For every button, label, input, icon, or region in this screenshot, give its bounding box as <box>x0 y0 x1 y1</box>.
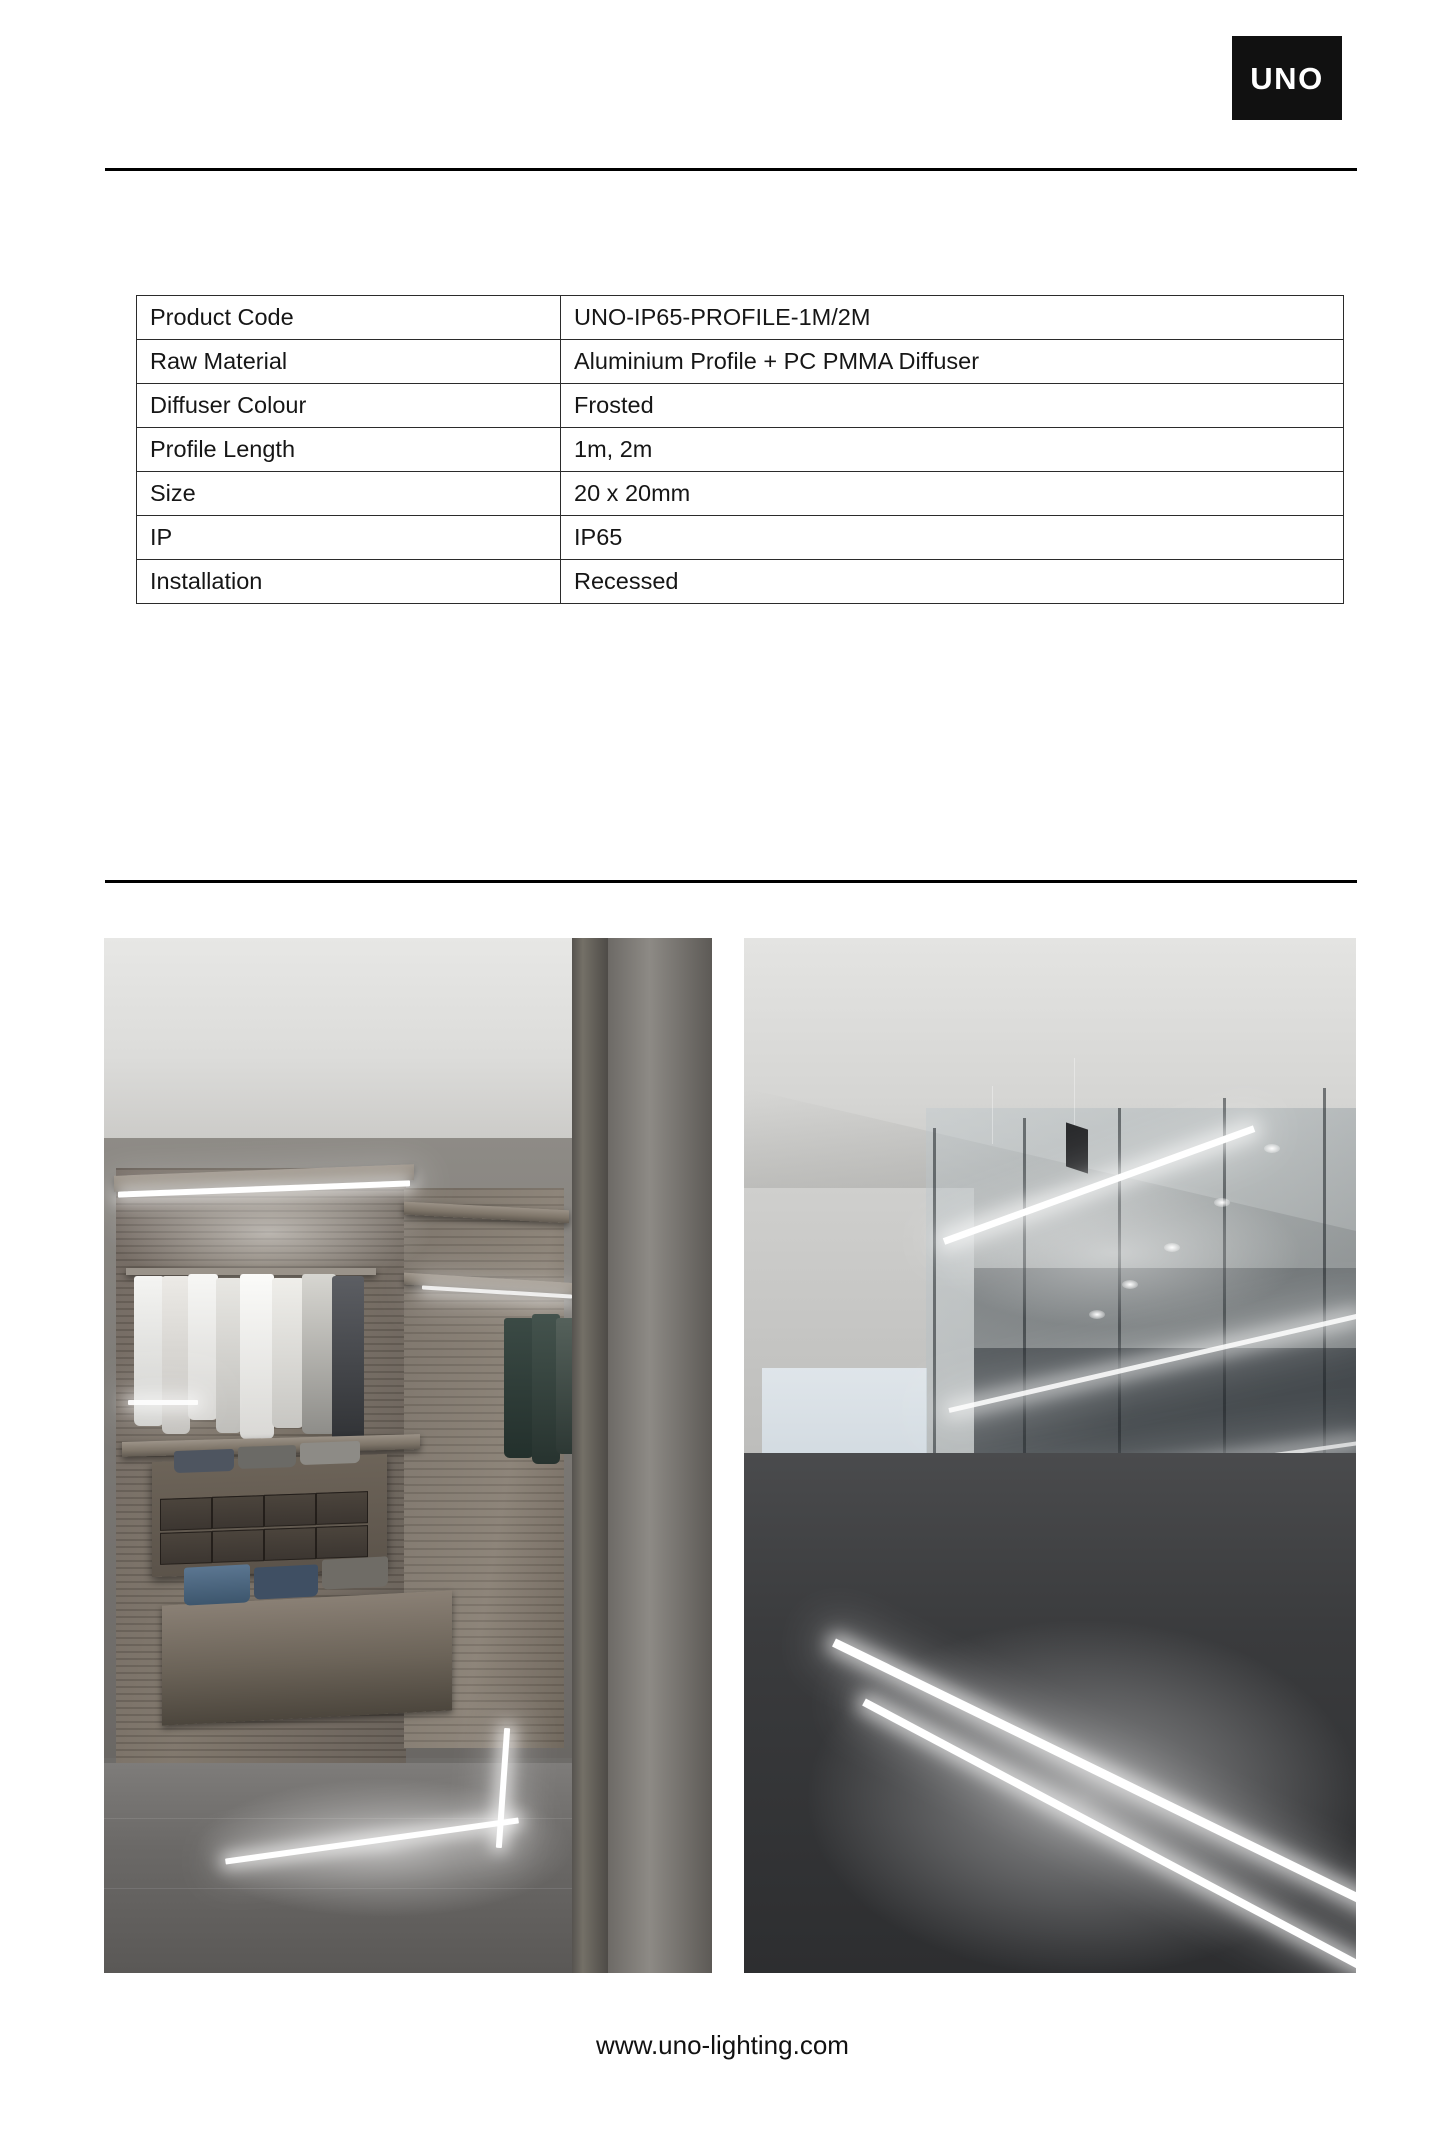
page-header <box>0 0 1445 180</box>
wardrobe-photo <box>104 938 712 1973</box>
downlight-icon <box>1122 1280 1138 1289</box>
garment <box>272 1278 304 1428</box>
uno-logo-text: UNO <box>1250 60 1324 96</box>
footer-website[interactable]: www.uno-lighting.com <box>596 2030 849 2060</box>
spec-value: Recessed <box>561 560 1344 604</box>
table-row <box>137 340 1344 384</box>
uno-logo <box>1232 36 1342 120</box>
pendant-luminaire <box>1066 1122 1088 1173</box>
section-divider <box>105 880 1357 883</box>
garment <box>188 1274 218 1420</box>
table-row <box>137 472 1344 516</box>
folded-clothes <box>254 1564 318 1599</box>
spec-value: IP65 <box>561 516 1344 560</box>
garment <box>162 1276 190 1434</box>
spec-key: Profile Length <box>137 428 561 472</box>
cubby-cell <box>212 1529 264 1563</box>
spec-key: Size <box>137 472 561 516</box>
downlight-icon <box>1164 1243 1180 1252</box>
spec-value: UNO-IP65-PROFILE-1M/2M <box>561 296 1344 340</box>
suspension-wire <box>992 1086 993 1144</box>
side-wall-panel <box>608 938 712 1973</box>
header-divider <box>105 168 1357 171</box>
garment <box>302 1274 336 1434</box>
spec-key: Raw Material <box>137 340 561 384</box>
spec-table-body <box>137 296 1344 604</box>
garment <box>216 1278 242 1433</box>
table-row <box>137 384 1344 428</box>
garment <box>240 1274 274 1439</box>
spec-value: Frosted <box>561 384 1344 428</box>
folded-clothes <box>300 1441 360 1465</box>
product-spec-table <box>136 295 1344 604</box>
cubby-cell <box>264 1493 316 1527</box>
garment <box>332 1276 364 1448</box>
folded-clothes <box>238 1445 296 1469</box>
table-row <box>137 560 1344 604</box>
corridor-floor <box>744 1453 1356 1973</box>
spec-key: Diffuser Colour <box>137 384 561 428</box>
downlight-icon <box>1214 1198 1230 1207</box>
spec-key: Installation <box>137 560 561 604</box>
floor-tile-line <box>104 1888 574 1889</box>
product-gallery <box>104 938 1356 1973</box>
structural-column <box>572 938 608 1973</box>
spec-key: Product Code <box>137 296 561 340</box>
table-row <box>137 516 1344 560</box>
wardrobe-scene <box>104 938 712 1973</box>
storage-box <box>184 1564 250 1605</box>
bench-drawers <box>162 1590 452 1725</box>
cubby-cell <box>160 1497 212 1531</box>
corridor-scene <box>744 938 1356 1973</box>
office-corridor-photo <box>744 938 1356 1973</box>
cubby-cell <box>316 1525 368 1559</box>
folded-clothes <box>322 1556 388 1589</box>
table-row <box>137 428 1344 472</box>
cubby-cell <box>160 1531 212 1565</box>
spec-key: IP <box>137 516 561 560</box>
cubby-cell <box>316 1491 368 1525</box>
garment <box>504 1318 534 1458</box>
downlight-icon <box>1264 1144 1280 1153</box>
cubby-cell <box>264 1527 316 1561</box>
led-strip-mid-shelf <box>128 1400 198 1405</box>
table-row <box>137 296 1344 340</box>
spec-value: 1m, 2m <box>561 428 1344 472</box>
folded-clothes <box>174 1449 234 1473</box>
spec-value: 20 x 20mm <box>561 472 1344 516</box>
spec-value: Aluminium Profile + PC PMMA Diffuser <box>561 340 1344 384</box>
suspension-wire <box>1074 1058 1075 1128</box>
cubby-cell <box>212 1495 264 1529</box>
downlight-icon <box>1089 1310 1105 1319</box>
